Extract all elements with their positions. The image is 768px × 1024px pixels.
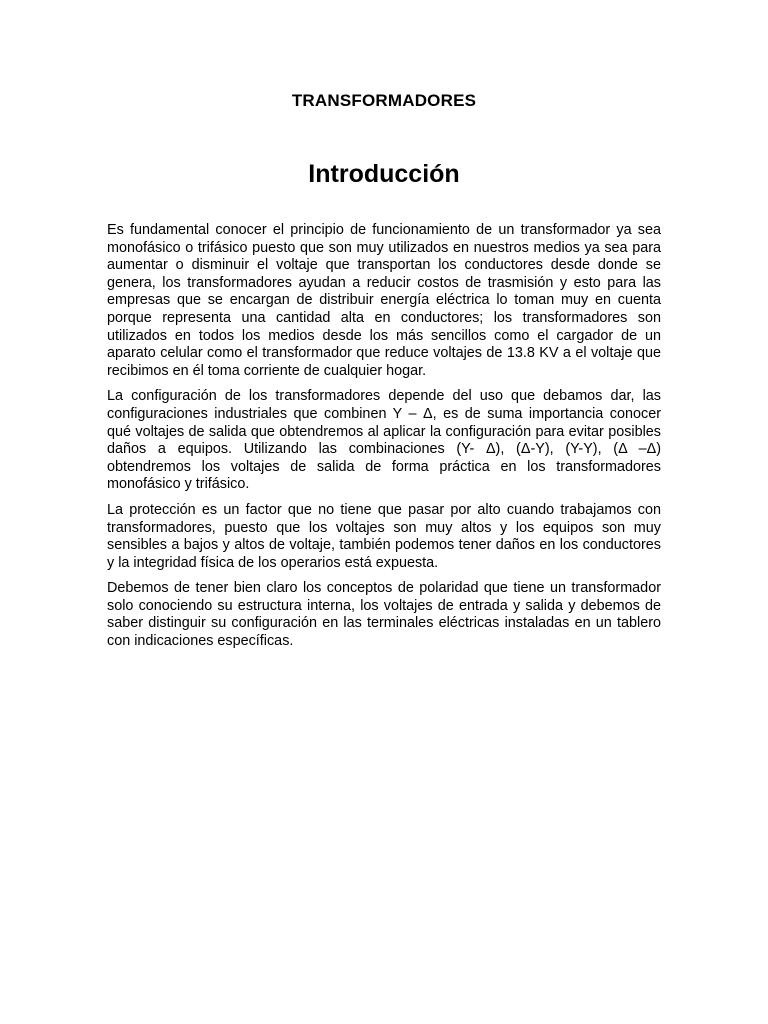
document-title: TRANSFORMADORES [291, 91, 477, 110]
paragraph: Debemos de tener bien claro los conceptos de polaridad que tiene un transformador solo conociendo su estructura interna, los voltajes de entrada y salida y debemos de saber distinguir su configuración en las terminales eléctricas instaladas en un tablero con indicaciones específicas. [107, 580, 661, 650]
paragraph: La configuración de los transformadores depende del uso que debamos dar, las configuraciones industriales que combinen Y – Δ, es de suma importancia conocer qué voltajes de salida que obtendremos al aplicar la configuración para evitar posibles daños a equipos. Utilizando las combinaciones (Y- Δ), (Δ-Y), (Y-Y), (Δ –Δ) obtendremos los voltajes de salida de forma práctica en los transformadores monofásico y trifásico. [107, 388, 661, 493]
body-text [107, 222, 661, 659]
paragraph: Es fundamental conocer el principio de funcionamiento de un transformador ya sea monofásico o trifásico puesto que son muy utilizados en nuestros medios ya sea para aumentar o disminuir el voltaje que transportan los conductores desde donde se genera, los transformadores ayudan a reducir costos de trasmisión y esto para las empresas que se encargan de distribuir energía eléctrica lo toman muy en cuenta porque representa una cantidad alta en conductores; los transformadores son utilizados en todos los medios desde los más sencillos como el cargador de un aparato celular como el transformador que reduce voltajes de 13.8 KV a el voltaje que recibimos en él toma corriente de cualquier hogar. [107, 222, 661, 379]
section-heading: Introducción [308, 160, 460, 188]
paragraph: La protección es un factor que no tiene que pasar por alto cuando trabajamos con transformadores, puesto que los voltajes son muy altos y los equipos son muy sensibles a bajos y altos de voltaje, también podemos tener daños en los conductores y la integridad física de los operarios está expuesta. [107, 501, 661, 571]
